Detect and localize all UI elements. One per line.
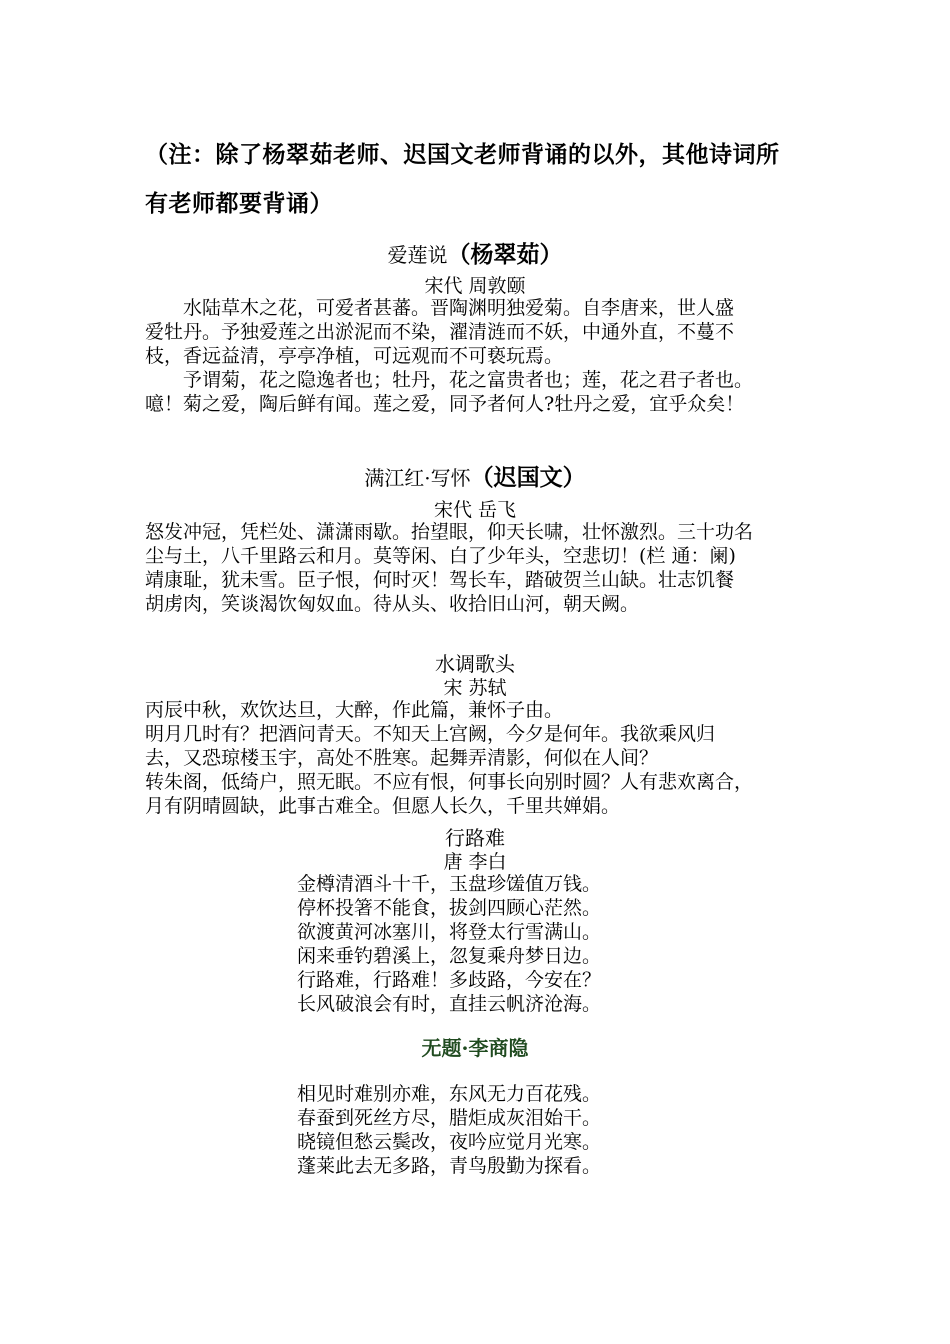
note-line-2: 有老师都要背诵） [145, 190, 333, 217]
poem4-author: 唐 李白 [443, 851, 507, 873]
poem4-line: 停杯投箸不能食，拔剑四顾心茫然。 [297, 897, 602, 919]
poem3-title: 水调歌头 [435, 652, 515, 676]
poem5-line: 相见时难别亦难，东风无力百花残。 [297, 1083, 602, 1105]
poem1-author: 宋代 周敦颐 [424, 275, 526, 297]
poem3-line: 月有阴晴圆缺，此事古难全。但愿人长久，千里共婵娟。 [145, 795, 621, 817]
poem2-line: 怒发冲冠，凭栏处、潇潇雨歇。抬望眼，仰天长啸，壮怀激烈。三十功名 [145, 521, 754, 543]
poem1-line: 枝，香远益清，亭亭净植，可远观而不可亵玩焉。 [145, 345, 564, 367]
poem1-line: 予谓菊，花之隐逸者也；牡丹，花之富贵者也；莲，花之君子者也。 [145, 369, 754, 391]
poem4-line: 金樽清酒斗十千，玉盘珍馐值万钱。 [297, 873, 602, 895]
poem1-line: 爱牡丹。予独爱莲之出淤泥而不染，濯清涟而不妖，中通外直，不蔓不 [145, 321, 735, 343]
poem3-line: 明月几时有？把酒问青天。不知天上宫阙，今夕是何年。我欲乘风归 [145, 723, 716, 745]
note-line-1: （注：除了杨翠茹老师、迟国文老师背诵的以外，其他诗词所 [145, 141, 780, 168]
poem2-line: 靖康耻，犹未雪。臣子恨，何时灭！驾长车，踏破贺兰山缺。壮志饥餐 [145, 569, 735, 591]
poem3-line: 丙辰中秋，欢饮达旦，大醉，作此篇，兼怀子由。 [145, 699, 564, 721]
poem4-body [297, 872, 601, 1016]
poem3-line: 去，又恐琼楼玉宇，高处不胜寒。起舞弄清影，何似在人间？ [145, 747, 659, 769]
poem5-line: 春蚕到死丝方尽，腊炬成灰泪始干。 [297, 1107, 602, 1129]
poem1-line: 噫！菊之爱，陶后鲜有闻。莲之爱，同予者何人?牡丹之爱，宜乎众矣！ [145, 393, 745, 415]
poem2-line: 胡虏肉，笑谈渴饮匈奴血。待从头、收拾旧山河，朝天阙。 [145, 593, 640, 615]
poem2-line: 尘与土，八千里路云和月。莫等闲、白了少年头，空悲切！(栏 通：阑) [145, 545, 736, 567]
poem1-title: 爱莲说 [387, 243, 448, 267]
poem1-heading [0, 236, 950, 269]
poem5-line: 晓镜但愁云鬓改，夜吟应觉月光寒。 [297, 1131, 602, 1153]
poem4-line: 行路难，行路难！多歧路，今安在？ [297, 969, 602, 991]
poem4-line: 闲来垂钓碧溪上，忽复乘舟梦日边。 [297, 945, 602, 967]
poem2-body [145, 520, 753, 616]
poem4-line: 欲渡黄河冰塞川，将登太行雪满山。 [297, 921, 602, 943]
poem2-teacher: （迟国文） [470, 464, 586, 491]
poem5-line: 蓬莱此去无多路，青鸟殷勤为探看。 [297, 1155, 602, 1177]
poem3-line: 转朱阁，低绮户，照无眠。不应有恨，何事长向别时圆？人有悲欢离合， [145, 771, 754, 793]
poem5-title: 无题·李商隐 [421, 1036, 529, 1060]
poem1-line: 水陆草木之花，可爱者甚蕃。晋陶渊明独爱菊。自李唐来，世人盛 [145, 297, 735, 319]
poem3-body [145, 698, 753, 818]
poem2-title: 满江红·写怀 [364, 466, 471, 490]
poem5-body [297, 1082, 601, 1178]
poem2-author: 宋代 岳飞 [433, 499, 517, 521]
poem1-body [145, 296, 753, 416]
poem2-heading [0, 459, 950, 492]
poem4-line: 长风破浪会有时，直挂云帆济沧海。 [297, 993, 602, 1015]
poem3-author: 宋 苏轼 [443, 677, 507, 699]
poem1-teacher: （杨翠茹） [447, 241, 563, 268]
poem4-title: 行路难 [445, 826, 505, 850]
